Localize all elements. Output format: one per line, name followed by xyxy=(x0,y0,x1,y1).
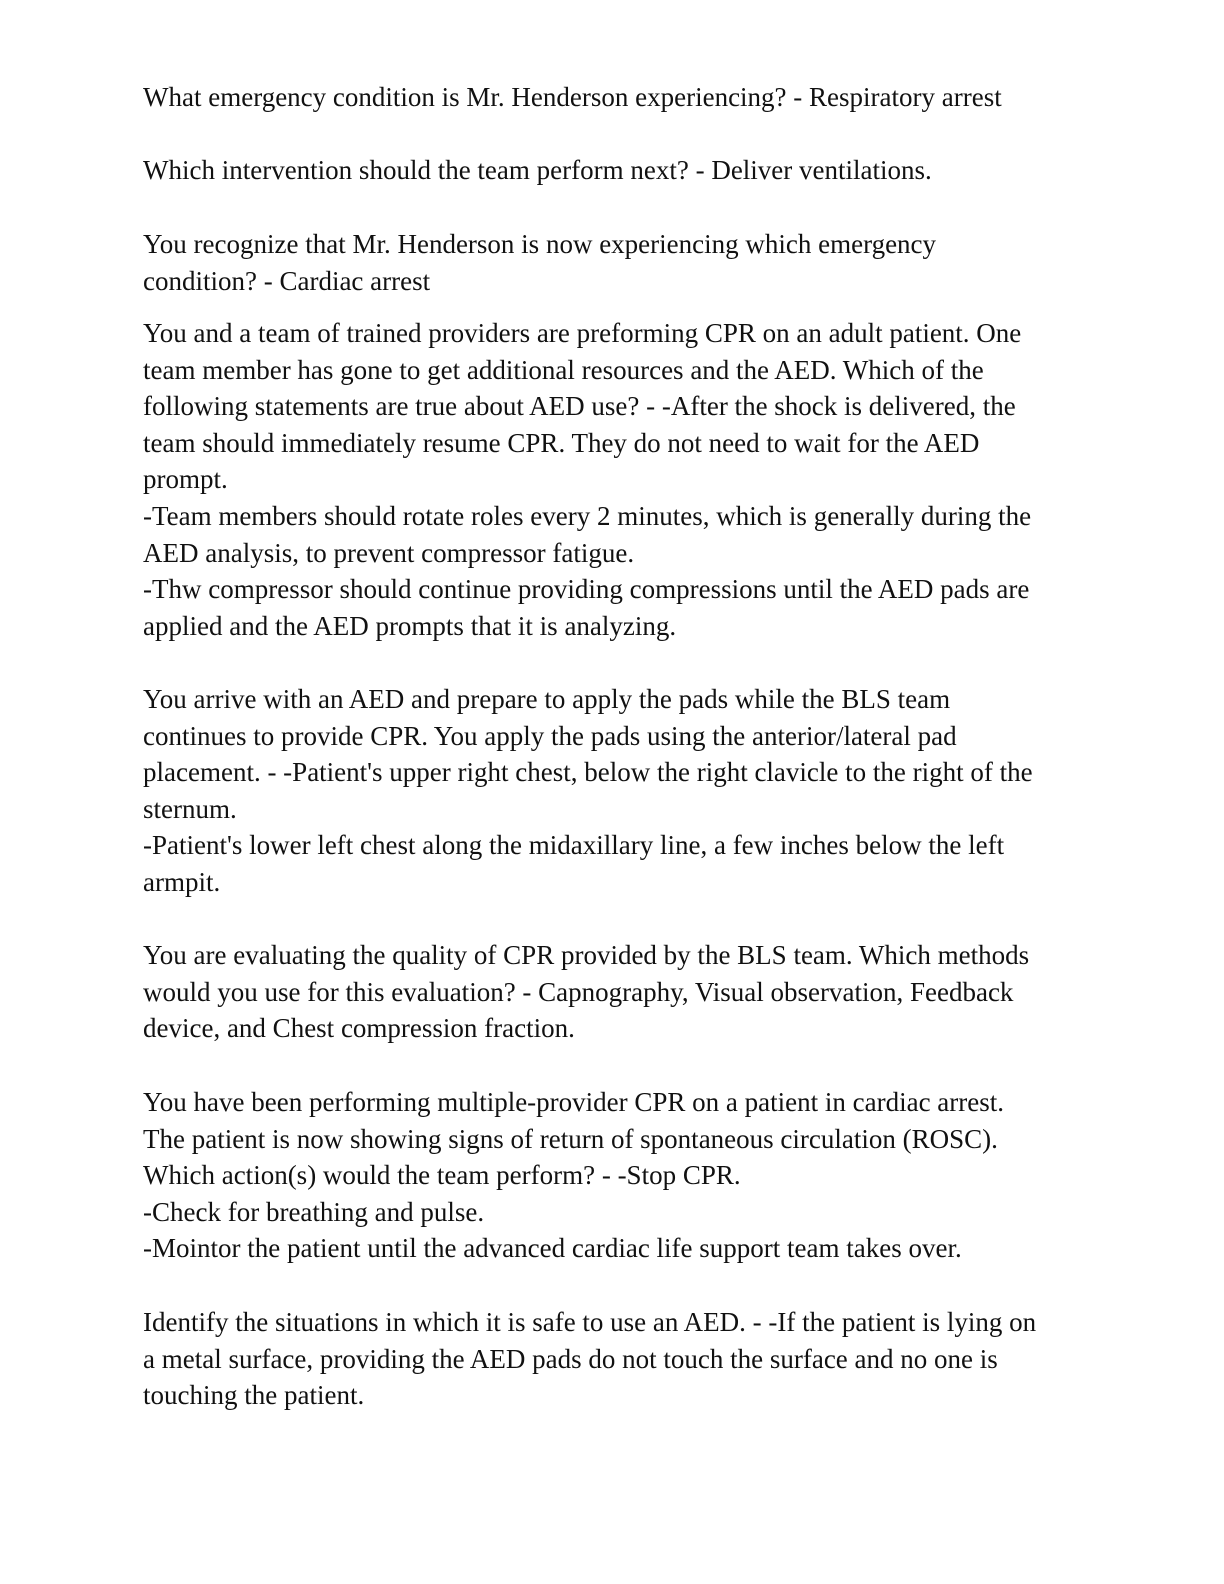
text-line: placement. - -Patient's upper right chest, below the right clavicle to the right of the xyxy=(143,757,1033,788)
qa-item-cpr-quality xyxy=(143,937,1083,1047)
text-line: -Mointor the patient until the advanced cardiac life support team takes over. xyxy=(143,1233,962,1264)
text-line: -Team members should rotate roles every 2 minutes, which is generally during the xyxy=(143,500,1032,531)
text-line: device, and Chest compression fraction. xyxy=(143,1013,575,1044)
text-line: -Thw compressor should continue providing compressions until the AED pads are xyxy=(143,574,1030,605)
text-line: condition? - Cardiac arrest xyxy=(143,265,431,296)
qa-item-recognize-condition xyxy=(143,226,1083,299)
document-page xyxy=(143,0,1083,1584)
qa-item-aed-safety xyxy=(143,1304,1083,1414)
qa-item-rosc-actions xyxy=(143,1084,1083,1267)
text-line: prompt. xyxy=(143,464,228,495)
text-line: You recognize that Mr. Henderson is now experiencing which emergency xyxy=(143,229,937,259)
text-line: touching the patient. xyxy=(143,1380,365,1411)
qa-item-pad-placement xyxy=(143,681,1083,901)
text-line: The patient is now showing signs of return of spontaneous circulation (ROSC). xyxy=(143,1123,998,1154)
text-line: would you use for this evaluation? - Capnography, Visual observation, Feedback xyxy=(143,976,1014,1007)
text-line: AED analysis, to prevent compressor fatigue. xyxy=(143,537,635,568)
text-line: following statements are true about AED use? - -After the shock is delivered, the xyxy=(143,391,1016,422)
text-line: -Check for breathing and pulse. xyxy=(143,1196,485,1227)
text-line: What emergency condition is Mr. Henderson experiencing? - Respiratory arrest xyxy=(143,82,1002,112)
qa-item-emergency-condition xyxy=(143,79,1083,116)
text-line: Which intervention should the team perform next? - Deliver ventilations. xyxy=(143,155,932,185)
text-line: You arrive with an AED and prepare to apply the pads while the BLS team xyxy=(143,684,951,714)
text-line: continues to provide CPR. You apply the pads using the anterior/lateral pad xyxy=(143,720,957,751)
qa-item-next-intervention xyxy=(143,152,1083,189)
text-line: sternum. xyxy=(143,793,237,824)
text-line: You are evaluating the quality of CPR provided by the BLS team. Which methods xyxy=(143,940,1030,970)
text-line: team member has gone to get additional resources and the AED. Which of the xyxy=(143,354,984,385)
text-line: Which action(s) would the team perform? - -Stop CPR. xyxy=(143,1160,741,1191)
text-line: You and a team of trained providers are preforming CPR on an adult patient. One xyxy=(143,318,1022,348)
text-line: -Patient's lower left chest along the midaxillary line, a few inches below the left xyxy=(143,830,1005,861)
text-line: armpit. xyxy=(143,866,221,897)
qa-item-aed-use xyxy=(143,315,1083,644)
text-line: You have been performing multiple-provider CPR on a patient in cardiac arrest. xyxy=(143,1087,1005,1117)
text-line: applied and the AED prompts that it is analyzing. xyxy=(143,610,677,641)
text-line: team should immediately resume CPR. They do not need to wait for the AED xyxy=(143,427,980,458)
text-line: a metal surface, providing the AED pads do not touch the surface and no one is xyxy=(143,1343,998,1374)
text-line: Identify the situations in which it is safe to use an AED. - -If the patient is lying on xyxy=(143,1307,1037,1337)
